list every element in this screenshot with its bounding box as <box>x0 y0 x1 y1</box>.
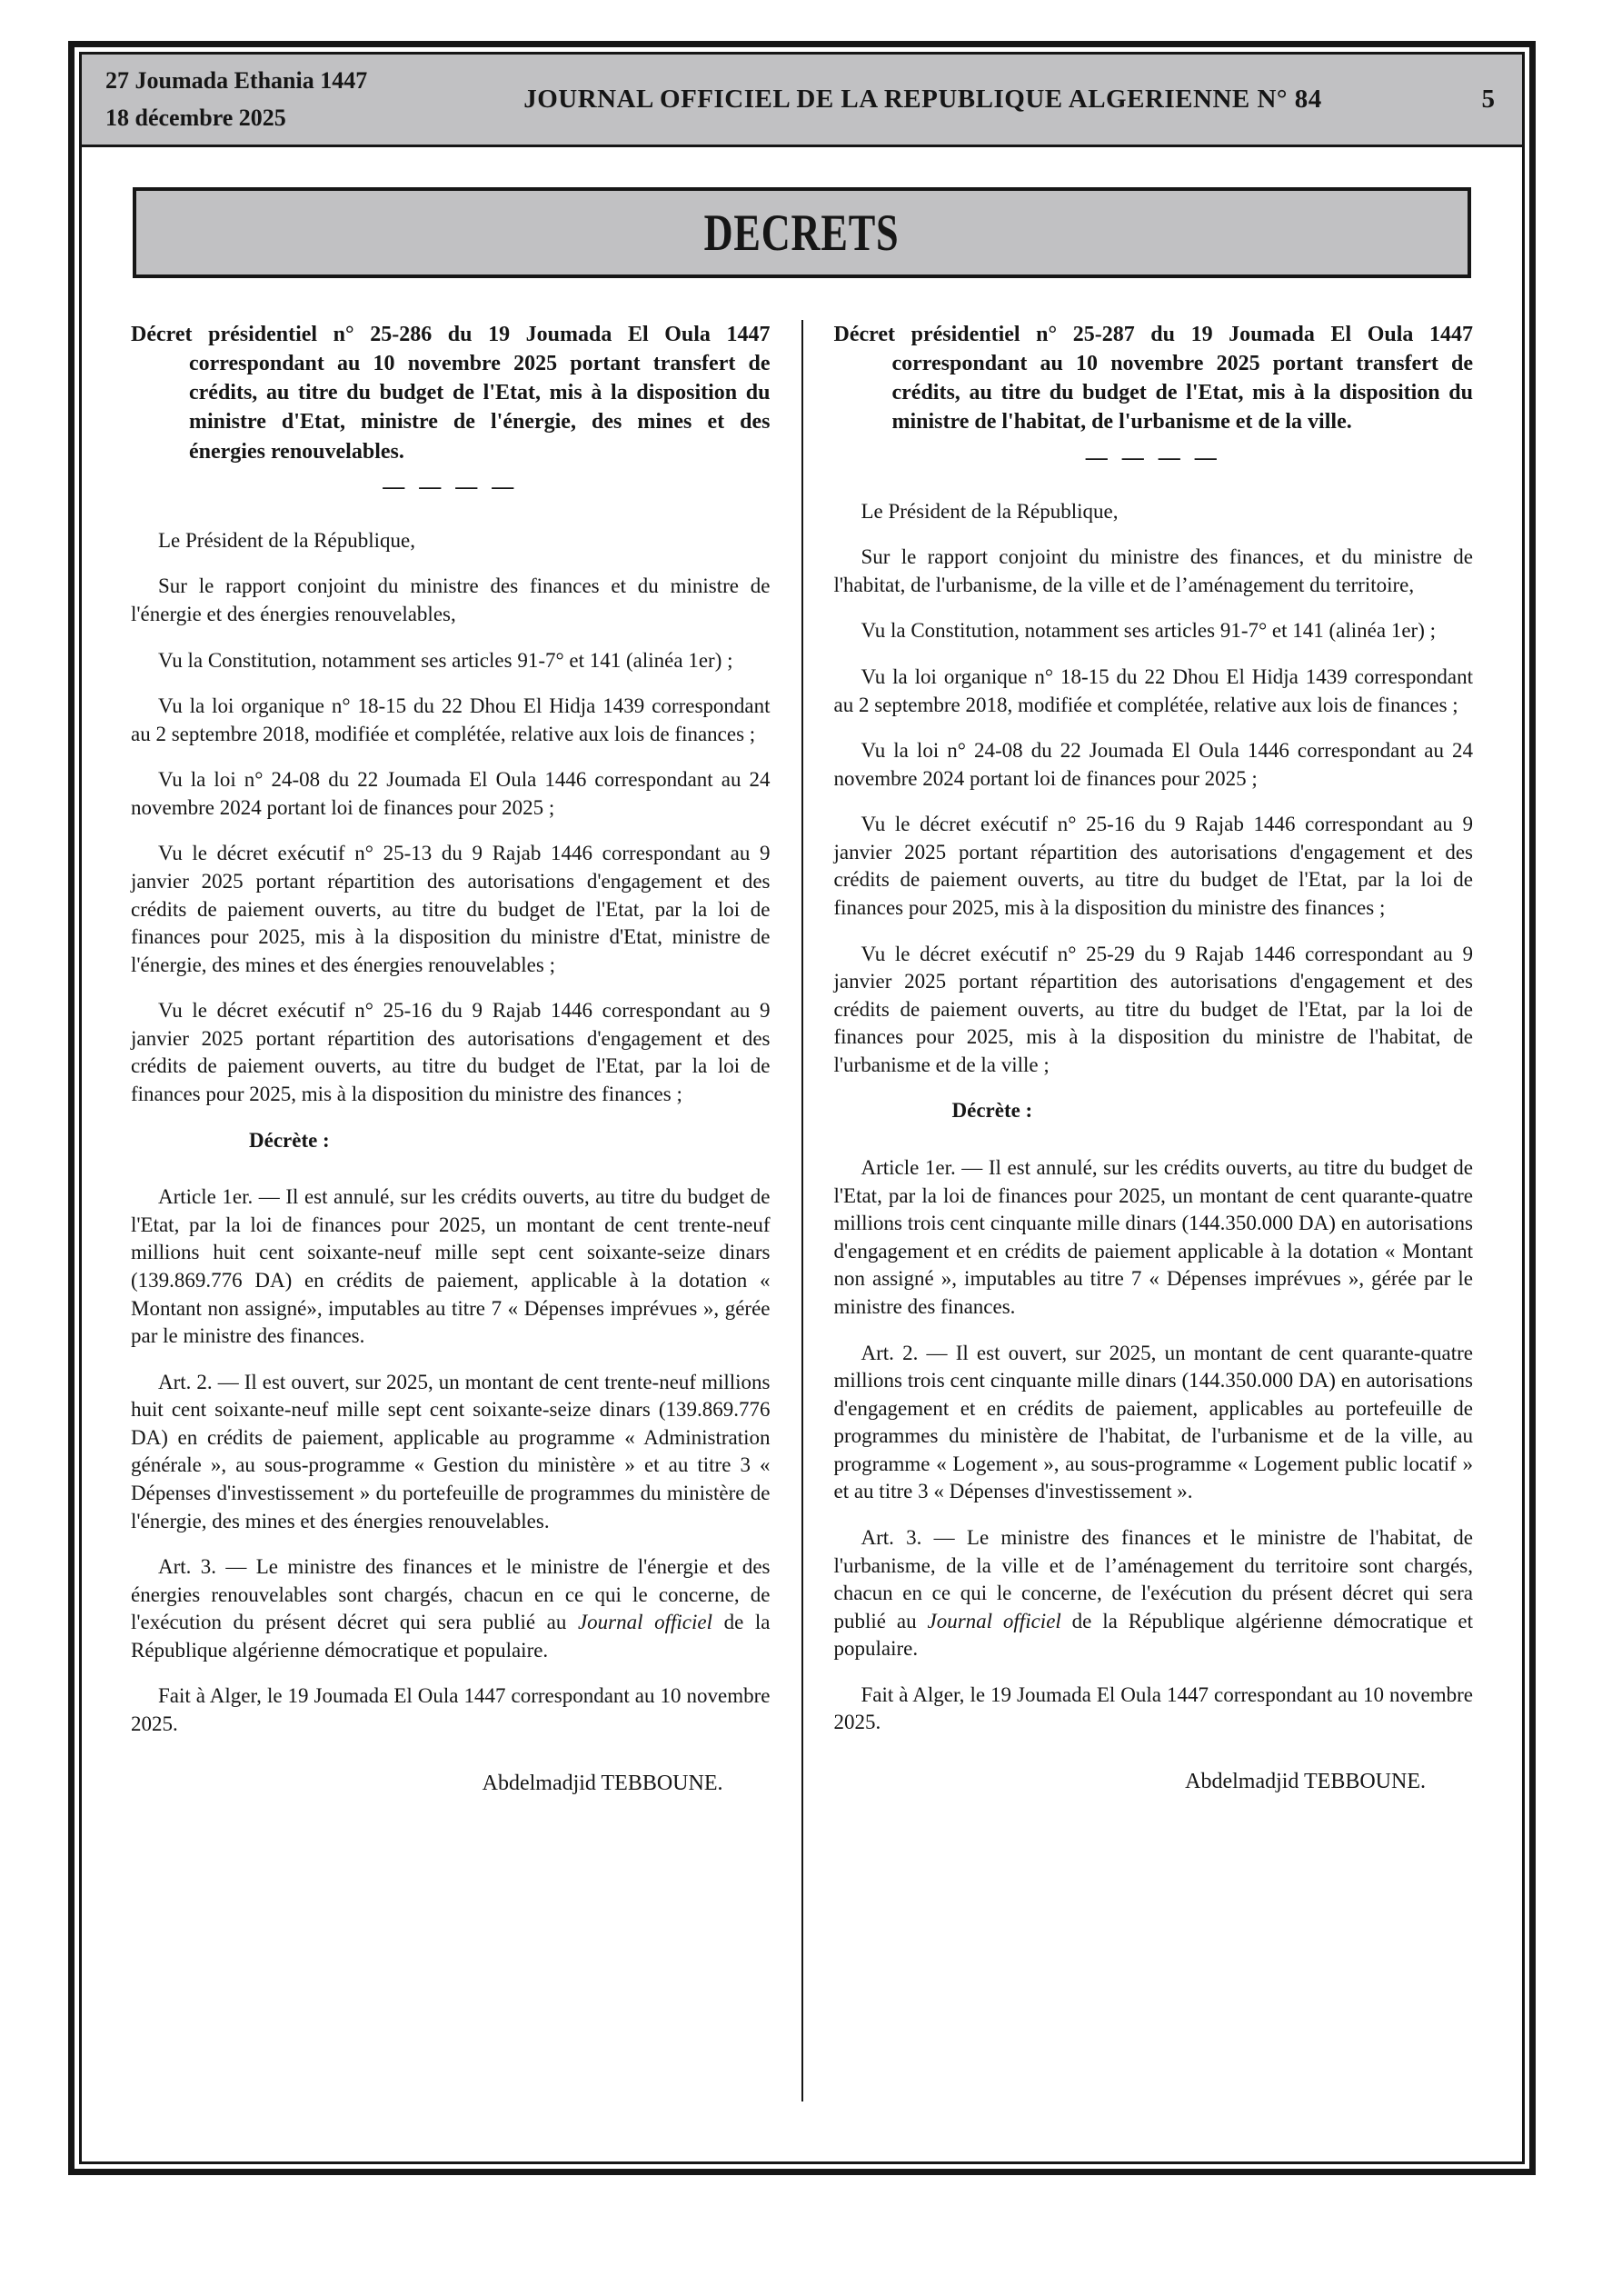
journal-title: JOURNAL OFFICIEL DE LA REPUBLIQUE ALGERIENNE N° 84 <box>523 85 1322 114</box>
paragraph: Vu le décret exécutif n° 25-13 du 9 Rajab 1446 correspondant au 9 janvier 2025 portant répartition des autorisations d'engagement et des crédits de paiement ouverts, au titre du budget de l'Etat, par la loi de finances pour 2025, mis à la disposition du ministre d'Etat, ministre de l'énergie, des mines et des énergies renouvelables ; <box>131 842 771 976</box>
paragraph: Article 1er. — Il est annulé, sur les crédits ouverts, au titre du budget de l'Etat, par la loi de finances pour 2025, un montant de cent trente-neuf millions huit cent soixante-neuf mille sept cent soixante-seize dinars (139.869.776 DA) en crédits de paiement, applicable à la dotation « Montant non assigné», imputables au titre 7 « Dépenses imprévues », gérée par le ministre des finances. <box>131 1185 771 1348</box>
paragraph: Fait à Alger, le 19 Joumada El Oula 1447 correspondant au 10 novembre 2025. <box>833 1682 1473 1734</box>
paragraph: Le Président de la République, <box>861 499 1119 523</box>
signature: Abdelmadjid TEBBOUNE. <box>482 1771 723 1795</box>
signature: Abdelmadjid TEBBOUNE. <box>1185 1770 1426 1794</box>
decree-title: Décret présidentiel n° 25-287 du 19 Joumada El Oula 1447 correspondant au 10 novembre 2025 portant transfert de crédits, au titre du budget de l'Etat, mis à la disposition du ministre de l'habitat, de l'urbanisme et de la ville. <box>833 323 1473 434</box>
dash-separator: — — — — <box>1085 445 1221 470</box>
paragraph: Vu le décret exécutif n° 25-16 du 9 Rajab 1446 correspondant au 9 janvier 2025 portant répartition des autorisations d'engagement et des crédits de paiement ouverts, au titre du budget de l'Etat, par la loi de finances pour 2025, mis à la disposition du ministre des finances ; <box>833 813 1473 919</box>
paragraph: Vu la Constitution, notamment ses articles 91-7° et 141 (alinéa 1er) ; <box>861 619 1436 643</box>
paragraph: Art. 2. — Il est ouvert, sur 2025, un montant de cent quarante-quatre millions trois cent cinquante mille dinars (144.350.000 DA) en autorisations d'engagement et en crédits de paiement, applicables au portefeuille de programmes du ministère de l'habitat, de l'urbanisme et de la ville, au programme « Logement », au sous-programme « Logement public locatif » et au titre 3 « Dépenses d'investissement ». <box>833 1341 1473 1503</box>
masthead <box>82 55 1522 147</box>
paragraph: Vu le décret exécutif n° 25-16 du 9 Rajab 1446 correspondant au 9 janvier 2025 portant répartition des autorisations d'engagement et des crédits de paiement ouverts, au titre du budget de l'Etat, par la loi de finances pour 2025, mis à la disposition du ministre des finances ; <box>131 999 771 1106</box>
paragraph: Art. 2. — Il est ouvert, sur 2025, un montant de cent trente-neuf millions huit cent soixante-neuf mille sept cent soixante-seize dinars (139.869.776 DA) en crédits de paiement, applicable au programme « Administration générale », au sous-programme « Gestion du ministère » et au titre 3 « Dépenses d'investissement » du portefeuille de programmes du ministère de l'énergie, des mines et des énergies renouvelables. <box>131 1370 771 1532</box>
dash-separator: — — — — <box>383 474 519 499</box>
paragraph: Vu la loi n° 24-08 du 22 Joumada El Oula 1446 correspondant au 24 novembre 2024 portant loi de finances pour 2025 ; <box>131 768 771 819</box>
paragraph: Décrète : <box>951 1099 1033 1123</box>
paragraph: Sur le rapport conjoint du ministre des finances, et du ministre de l'habitat, de l'urbanisme, de la ville et de l’aménagement du territoire, <box>833 545 1473 596</box>
section-banner <box>133 187 1471 278</box>
decree-title: Décret présidentiel n° 25-286 du 19 Joumada El Oula 1447 correspondant au 10 novembre 2025 portant transfert de crédits, au titre du budget de l'Etat, mis à la disposition du ministre d'Etat, ministre de l'énergie, des mines et des énergies renouvelables. <box>131 323 771 464</box>
page-content <box>82 147 1522 2161</box>
decree-body <box>834 498 1474 1797</box>
date-gregorian: 18 décembre 2025 <box>105 104 286 131</box>
paragraph: Le Président de la République, <box>158 528 415 552</box>
paragraph: Vu la Constitution, notamment ses articles 91-7° et 141 (alinéa 1er) ; <box>158 648 733 672</box>
masthead-dates <box>105 63 433 136</box>
section-banner-title: DECRETS <box>704 204 900 262</box>
paragraph: Art. 3. — Le ministre des finances et le ministre de l'habitat, de l'urbanisme, de la ville et de l’aménagement du territoire sont chargés, chacun en ce qui le concerne, de l'exécution du présent décret qui sera publié au Journal officiel de la République algérienne démocratique et populaire. <box>833 1525 1474 1661</box>
paragraph: Sur le rapport conjoint du ministre des finances et du ministre de l'énergie et des énergies renouvelables, <box>131 574 771 625</box>
paragraph: Vu la loi organique n° 18-15 du 22 Dhou El Hidja 1439 correspondant au 2 septembre 2018, modifiée et complétée, relative aux lois de finances ; <box>833 664 1473 716</box>
column-right <box>801 320 1474 2101</box>
paragraph: Fait à Alger, le 19 Joumada El Oula 1447 correspondant au 10 novembre 2025. <box>131 1684 771 1736</box>
decree-body <box>131 527 771 1799</box>
paragraph: Vu le décret exécutif n° 25-29 du 9 Rajab 1446 correspondant au 9 janvier 2025 portant répartition des autorisations d'engagement et des crédits de paiement ouverts, au titre du budget de l'Etat, par la loi de finances pour 2025, mis à la disposition du ministre de l'habitat, de l'urbanisme et de la ville ; <box>833 942 1473 1076</box>
two-column-layout <box>131 320 1473 2101</box>
page-frame <box>68 41 1536 2175</box>
column-left <box>131 320 801 2101</box>
paragraph: Art. 3. — Le ministre des finances et le ministre de l'énergie et des énergies renouvelables sont chargés, chacun en ce qui le concerne, de l'exécution du présent décret qui sera publié au Journal officiel de la République algérienne démocratique et populaire. <box>131 1555 771 1662</box>
page-inner-border <box>79 52 1525 2164</box>
page-number: 5 <box>1481 85 1495 114</box>
paragraph: Décrète : <box>249 1128 330 1152</box>
paragraph: Vu la loi n° 24-08 du 22 Joumada El Oula 1446 correspondant au 24 novembre 2024 portant loi de finances pour 2025 ; <box>833 739 1473 790</box>
paragraph: Vu la loi organique n° 18-15 du 22 Dhou El Hidja 1439 correspondant au 2 septembre 2018, modifiée et complétée, relative aux lois de finances ; <box>131 694 771 745</box>
paragraph: Article 1er. — Il est annulé, sur les crédits ouverts, au titre du budget de l'Etat, par la loi de finances pour 2025, un montant de cent quarante-quatre millions trois cent cinquante mille dinars (144.350.000 DA) en autorisations d'engagement et en crédits de paiement applicable à la dotation « Montant non assigné », imputables au titre 7 « Dépenses imprévues », gérée par le ministre des finances. <box>833 1156 1473 1318</box>
date-hijri: 27 Joumada Ethania 1447 <box>105 67 368 95</box>
